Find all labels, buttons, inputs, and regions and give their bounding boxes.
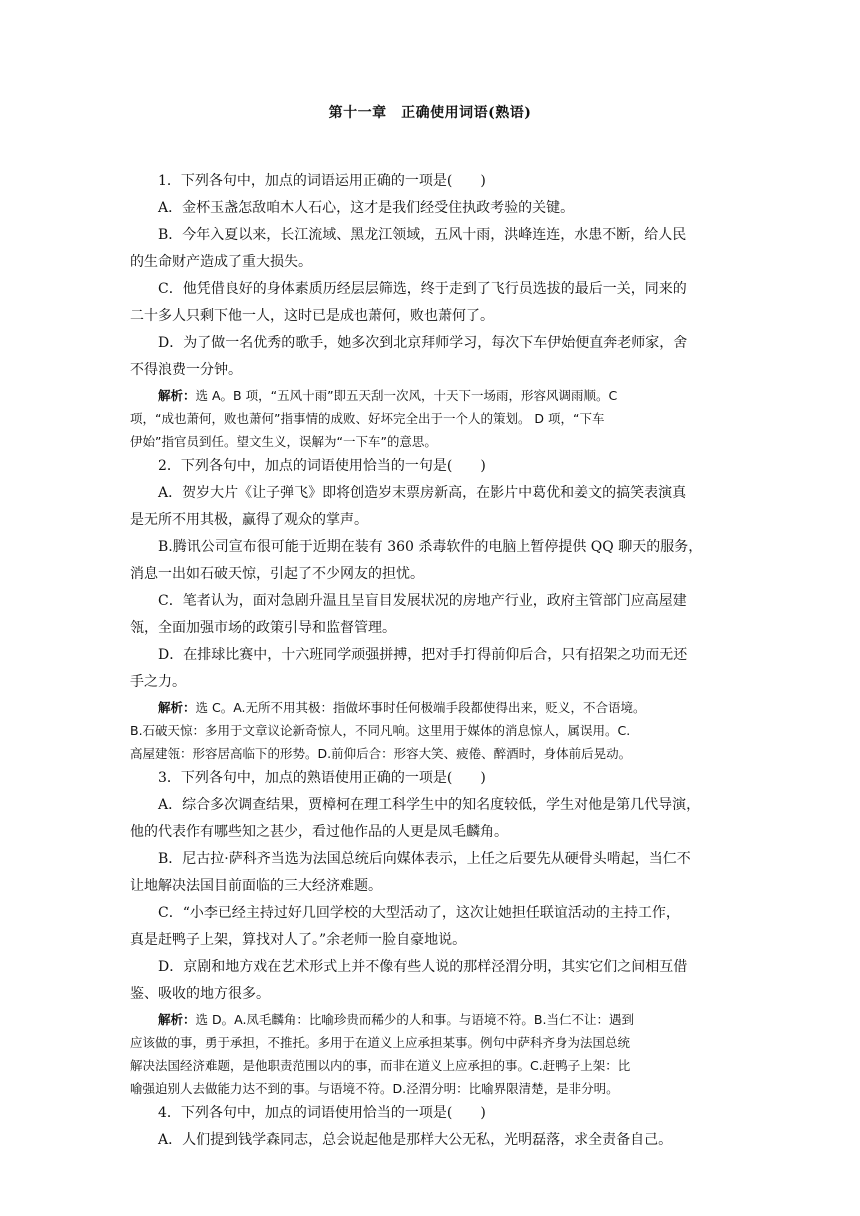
text-line	[130, 981, 730, 1008]
line-text: 应该做的事，勇于承担，不推托。多用于在道义上应承担某事。例句中萨科齐身为法国总统	[130, 1035, 631, 1050]
line-text: 消息一出如石破天惊，引起了不少网友的担忧。	[130, 566, 424, 582]
text-line	[130, 792, 730, 819]
text-line	[130, 642, 730, 669]
text-line	[130, 669, 730, 696]
line-text: B．今年入夏以来，长江流域、黑龙江领域，五风十雨，洪峰连连，水患不断，给人民	[158, 227, 687, 243]
line-text: A．贺岁大片《让子弹飞》即将创造岁末票房新高，在影片中葛优和姜文的搞笑表演真	[158, 485, 687, 501]
line-text: A．金杯玉盏怎敌咱木人石心，这才是我们经受住执政考验的关键。	[158, 200, 575, 216]
text-line	[130, 276, 730, 303]
line-text: 2．下列各句中，加点的词语使用恰当的一句是( )	[158, 458, 486, 474]
line-text: 喻强迫别人去做能力达不到的事。与语境不符。D.泾渭分明：比喻界限清楚，是非分明。	[130, 1081, 619, 1096]
chapter-title: 第十一章 正确使用词语(熟语)	[328, 105, 532, 121]
line-text: 选 D。A.凤毛麟角：比喻珍贵而稀少的人和事。与语境不符。B.当仁不让：遇到	[195, 1012, 634, 1027]
analysis-line	[130, 742, 730, 765]
analysis-line	[130, 407, 730, 430]
line-text: D．在排球比赛中，十六班同学顽强拼搏，把对手打得前仰后合，只有招架之功而无还	[158, 647, 688, 663]
analysis-line	[130, 1031, 730, 1054]
analysis-line	[130, 696, 730, 719]
text-line	[130, 927, 730, 954]
analysis-line	[130, 384, 730, 407]
line-text: C．他凭借良好的身体素质历经层层筛选，终于走到了飞行员选拔的最后一关，同来的	[158, 281, 687, 297]
text-line	[130, 1100, 730, 1127]
text-line	[130, 534, 730, 561]
line-text: 伊始”指官员到任。望文生义，误解为“一下车”的意思。	[130, 434, 437, 449]
text-line	[130, 507, 730, 534]
line-text: C．笔者认为，面对急剧升温且呈盲目发展状况的房地产行业，政府主管部门应高屋建	[158, 593, 687, 609]
line-text: 不得浪费一分钟。	[130, 362, 242, 378]
line-text: 3．下列各句中，加点的熟语使用正确的一项是( )	[158, 770, 486, 786]
text-line	[130, 561, 730, 588]
text-line	[130, 873, 730, 900]
line-text: 项，“成也萧何，败也萧何”指事情的成败、好坏完全出于一个人的策划。 D 项，“下车	[130, 411, 605, 426]
line-text: 手之力。	[130, 674, 186, 690]
line-text: 二十多人只剩下他一人，这时已是成也萧何，败也萧何了。	[130, 308, 494, 324]
text-line	[130, 819, 730, 846]
line-text: A．人们提到钱学森同志，总会说起他是那样大公无私，光明磊落，求全责备自己。	[158, 1132, 673, 1148]
text-line	[130, 453, 730, 480]
text-line	[130, 357, 730, 384]
line-text: 真是赶鸭子上架，算找对人了。”余老师一脸自豪地说。	[130, 932, 467, 948]
text-line	[130, 222, 730, 249]
line-text: D．京剧和地方戏在艺术形式上并不像有些人说的那样泾渭分明，其实它们之间相互借	[158, 959, 688, 975]
line-text: A．综合多次调查结果，贾樟柯在理工科学生中的知名度较低，学生对他是第几代导演，	[158, 797, 701, 813]
analysis-line	[130, 719, 730, 742]
line-text: D．为了做一名优秀的歌手，她多次到北京拜师学习，每次下车伊始便直奔老师家，舍	[158, 335, 688, 351]
line-text: 鉴、吸收的地方很多。	[130, 986, 270, 1002]
text-line	[130, 249, 730, 276]
text-line	[130, 168, 730, 195]
analysis-line	[130, 1054, 730, 1077]
document-body	[130, 168, 730, 1154]
line-text: 选 A。B 项，“五风十雨”即五天刮一次风，十天下一场雨，形容风调雨顺。C	[195, 388, 618, 403]
line-text: 4．下列各句中，加点的词语使用恰当的一项是( )	[158, 1105, 486, 1121]
line-text: 他的代表作有哪些知之甚少，看过他作品的人更是凤毛麟角。	[130, 824, 508, 840]
line-text: B．尼古拉·萨科齐当选为法国总统后向媒体表示，上任之后要先从硬骨头啃起，当仁不	[158, 851, 691, 867]
line-text: 1．下列各句中，加点的词语运用正确的一项是( )	[158, 173, 486, 189]
text-line	[130, 1127, 730, 1154]
analysis-line	[130, 1077, 730, 1100]
text-line	[130, 480, 730, 507]
text-line	[130, 954, 730, 981]
line-text: 让地解决法国目前面临的三大经济难题。	[130, 878, 382, 894]
line-text: C．“小李已经主持过好几回学校的大型活动了，这次让她担任联谊活动的主持工作，	[158, 905, 680, 921]
analysis-label: 解析：	[158, 700, 196, 715]
text-line	[130, 588, 730, 615]
document-page	[130, 102, 730, 1154]
text-line	[130, 900, 730, 927]
analysis-label: 解析：	[158, 388, 196, 403]
line-text: 的生命财产造成了重大损失。	[130, 254, 312, 270]
line-text: 高屋建瓴：形容居高临下的形势。D.前仰后合：形容大笑、疲倦、醉酒时，身体前后晃动。	[130, 746, 632, 761]
text-line	[130, 615, 730, 642]
analysis-label: 解析：	[158, 1012, 196, 1027]
line-text: 瓴，全面加强市场的政策引导和监督管理。	[130, 620, 396, 636]
text-line	[130, 195, 730, 222]
analysis-line	[130, 430, 730, 453]
line-text: 解决法国经济难题，是他职责范围以内的事，而非在道义上应承担的事。C.赶鸭子上架：比	[130, 1058, 631, 1073]
text-line	[130, 765, 730, 792]
line-text: B.腾讯公司宣布很可能于近期在装有 360 杀毒软件的电脑上暂停提供 QQ 聊天的服务，	[158, 539, 703, 555]
line-text: B.石破天惊：多用于文章议论新奇惊人，不同凡响。这里用于媒体的消息惊人，属误用。C.	[130, 723, 631, 738]
line-text: 选 C。A.无所不用其极：指做坏事时任何极端手段都使得出来，贬义，不合语境。	[195, 700, 646, 715]
text-line	[130, 846, 730, 873]
text-line	[130, 330, 730, 357]
line-text: 是无所不用其极，赢得了观众的掌声。	[130, 512, 368, 528]
analysis-line	[130, 1008, 730, 1031]
text-line	[130, 303, 730, 330]
